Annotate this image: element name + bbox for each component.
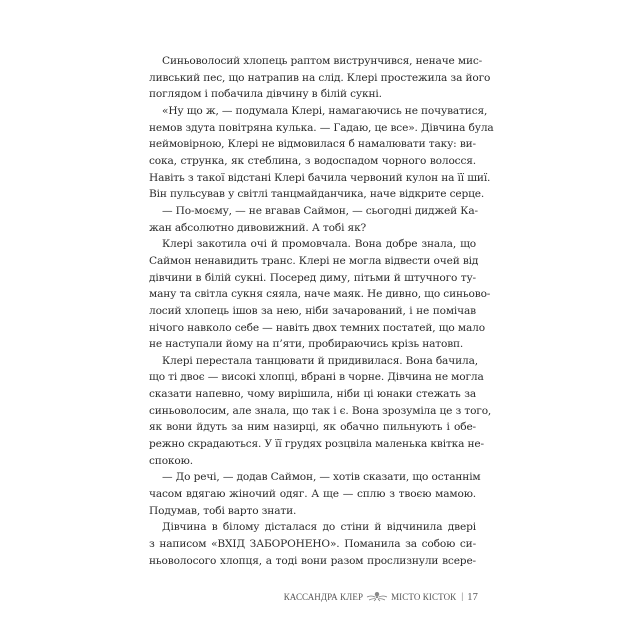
- text-line: — До речі, — додав Саймон, — хотів сказати, що останнім: [162, 471, 481, 484]
- text-line: сока, струнка, як стеблина, з водоспадом чорного волосся.: [149, 154, 476, 167]
- text-line: Клері закотила очі й промовчала. Вона добре знала, що: [162, 238, 476, 251]
- skull-ornament-icon: [366, 591, 388, 603]
- text-line: неймовірною, Клері не відмовилася б намалювати таку: ви-: [149, 138, 476, 151]
- text-line: Він пульсував у світлі танцмайданчика, наче відкрите серце.: [149, 188, 485, 201]
- footer-author: КАССАНДРА КЛЕР: [283, 592, 364, 602]
- text-line: Синьоволосий хлопець раптом виструнчився, неначе мис-: [162, 55, 483, 67]
- text-line: синьоволосим, але знала, що так і є. Вона зрозуміла це з того,: [149, 404, 492, 417]
- text-line: що ті двоє — високі хлопці, вбрані в чорне. Дівчина не могла: [149, 371, 484, 384]
- page-number: 17: [467, 591, 478, 603]
- text-line: Дівчина в білому дісталася до стіни й відчинила двері: [162, 521, 476, 534]
- text-line: немов здута повітряна кулька. — Гадаю, це все». Дівчина була: [149, 121, 494, 134]
- text-line: ману та світла сукня сяяла, наче маяк. Не дивно, що синьово-: [149, 288, 491, 301]
- text-line: часом вдягаю жіночий одяг. А ще — сплю з твоєю мамою.: [149, 488, 476, 501]
- text-line: Подумав, тобі варто знати.: [149, 504, 297, 517]
- footer-book-title: МІСТО КІСТОК: [391, 592, 457, 602]
- text-line: нічого навколо себе — навіть двох темних постатей, що мало: [149, 321, 485, 334]
- running-footer: [283, 589, 478, 605]
- text-line: жан абсолютно дивовижний. А тобі як?: [149, 221, 367, 234]
- text-line: Навіть з такої відстані Клері бачила червоний кулон на її шиї.: [149, 171, 491, 184]
- text-line: ливський пес, що натрапив на слід. Клері простежила за його: [149, 71, 491, 84]
- text-line: поглядом і побачила дівчину в білій сукні.: [149, 88, 382, 101]
- text-line: не наступали йому на п’яти, пробираючись крізь натовп.: [149, 338, 464, 351]
- text-line: як вони йдуть за ним назирці, як обачно пильнують і обе-: [149, 421, 476, 434]
- text-line: Саймон ненавидить транс. Клері не могла відвести очей від: [149, 254, 479, 267]
- body-text: [149, 53, 494, 569]
- text-line: сказати напевно, чому вирішила, ніби ці юнаки стежать за: [149, 388, 476, 401]
- text-line: дівчини в білій сукні. Посеред диму, пітьми й штучного ту-: [149, 271, 476, 284]
- text-line: — По-моєму, — не вгавав Саймон, — сьогодні диджей Ка-: [162, 204, 478, 217]
- text-line: лосий хлопець ішов за нею, ніби зачарований, і не помічав: [149, 304, 476, 317]
- text-line: режно скрадаються. У її грудях розцвіла маленька квітка не-: [149, 438, 484, 451]
- footer-separator: |: [461, 592, 464, 602]
- text-line: «Ну що ж, — подумала Клері, намагаючись не почуватися,: [162, 104, 488, 117]
- text-line: спокою.: [149, 454, 193, 467]
- text-line: з написом «ВХІД ЗАБОРОНЕНО». Поманила за собою си-: [149, 538, 476, 551]
- text-line: Клері перестала танцювати й придивилася. Вона бачила,: [162, 354, 478, 367]
- text-line: ньоволосого хлопця, а тоді вони разом прослизнули всере-: [149, 554, 476, 567]
